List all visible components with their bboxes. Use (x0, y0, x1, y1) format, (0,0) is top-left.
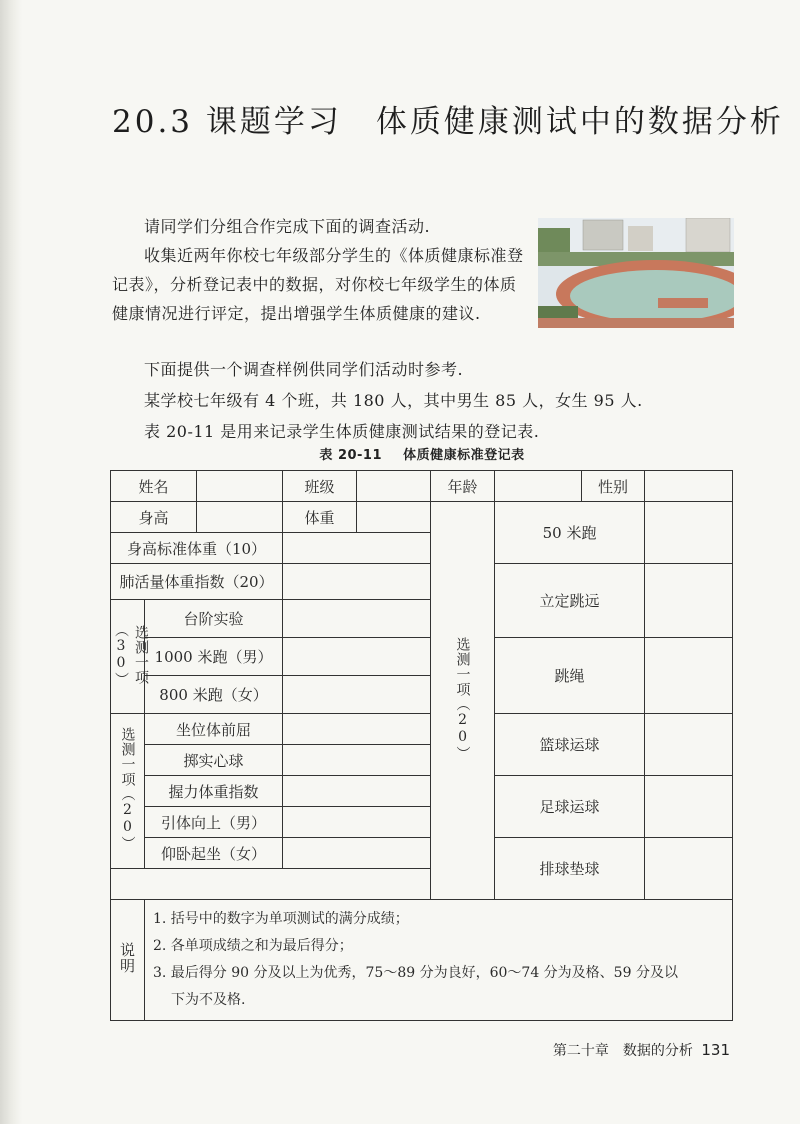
book-spine-shadow (0, 0, 22, 1124)
group3-value-cell (645, 564, 733, 638)
section-title: 20.3 课题学习 体质健康测试中的数据分析 (112, 104, 784, 140)
group3-item: 足球运球 (495, 776, 645, 838)
height-value-cell (197, 502, 283, 533)
registration-table (110, 470, 733, 1021)
group3-item: 立定跳远 (495, 564, 645, 638)
height-std-weight-label: 身高标准体重（10） (111, 533, 283, 564)
group2-item: 坐位体前屈 (145, 714, 283, 745)
intro-paragraph: 请同学们分组合作完成下面的调查活动. (144, 217, 431, 236)
notes-label: 说明 (111, 900, 145, 1021)
group2-value-cell (283, 714, 431, 745)
group1-value-cell (283, 600, 431, 638)
gender-label: 性别 (582, 471, 645, 502)
lung-weight-index-label: 肺活量体重指数（20） (111, 564, 283, 600)
group2-value-cell (283, 807, 431, 838)
chapter-label: 第二十章 数据的分析 (552, 1043, 693, 1059)
group3-value-cell (645, 776, 733, 838)
group2-item: 仰卧起坐（女） (145, 838, 283, 869)
group1-value-cell (283, 676, 431, 714)
group1-item: 800 米跑（女） (145, 676, 283, 714)
note-line: 下为不及格. (171, 992, 246, 1008)
weight-label: 体重 (283, 502, 357, 533)
page-number: 131 (701, 1041, 730, 1059)
class-value-cell (357, 471, 431, 502)
group2-item: 掷实心球 (145, 745, 283, 776)
group3-item: 篮球运球 (495, 714, 645, 776)
intro-paragraph: 收集近两年你校七年级部分学生的《体质健康标准登记表》，分析登记表中的数据，对你校七年级学生的体质健康情况进行评定，提出增强学生体质健康的建议. (112, 246, 524, 323)
group1-item: 1000 米跑（男） (145, 638, 283, 676)
group3-item: 跳绳 (495, 638, 645, 714)
group3-value-cell (645, 502, 733, 564)
name-label: 姓名 (111, 471, 197, 502)
schoolyard-photo (538, 218, 734, 328)
age-value-cell (495, 471, 582, 502)
group1-item: 台阶实验 (145, 600, 283, 638)
group2-value-cell (283, 776, 431, 807)
table-caption (112, 444, 732, 463)
notes-content (145, 900, 733, 1021)
note-line: 2. 各单项成绩之和为最后得分； (153, 938, 353, 954)
group3-value-cell (645, 714, 733, 776)
group2-value-cell (283, 745, 431, 776)
group1-value-cell (283, 638, 431, 676)
body-line: 下面提供一个调查样例供同学们活动时参考. (144, 360, 464, 379)
note-line: 1. 括号中的数字为单项测试的满分成绩； (153, 911, 409, 927)
name-value-cell (197, 471, 283, 502)
group2-label: 选测一项（20） (111, 714, 145, 869)
body-lines (112, 354, 732, 447)
intro-paragraphs (112, 212, 532, 328)
table-number: 表 20-11 (319, 448, 383, 463)
group3-value-cell (645, 838, 733, 900)
page-footer (520, 1040, 730, 1060)
group3-value-cell (645, 638, 733, 714)
group3-label: 选测一项（20） (431, 502, 495, 900)
note-line: 3. 最后得分 90 分及以上为优秀，75～89 分为良好，60～74 分为及格、59 分及以 (153, 965, 678, 981)
group3-item: 排球垫球 (495, 838, 645, 900)
body-line: 表 20-11 是用来记录学生体质健康测试结果的登记表. (144, 422, 540, 441)
lung-weight-index-value-cell (283, 564, 431, 600)
body-line: 某学校七年级有 4 个班，共 180 人，其中男生 85 人，女生 95 人. (144, 391, 643, 410)
age-label: 年龄 (431, 471, 495, 502)
table-spacer-cell (111, 869, 431, 900)
group2-item: 引体向上（男） (145, 807, 283, 838)
group2-item: 握力体重指数 (145, 776, 283, 807)
group1-label: 选测一项（30） (111, 600, 145, 714)
gender-value-cell (645, 471, 733, 502)
group2-value-cell (283, 838, 431, 869)
height-label: 身高 (111, 502, 197, 533)
table-caption-text: 体质健康标准登记表 (403, 448, 525, 463)
class-label: 班级 (283, 471, 357, 502)
group3-item: 50 米跑 (495, 502, 645, 564)
weight-value-cell (357, 502, 431, 533)
height-std-weight-value-cell (283, 533, 431, 564)
